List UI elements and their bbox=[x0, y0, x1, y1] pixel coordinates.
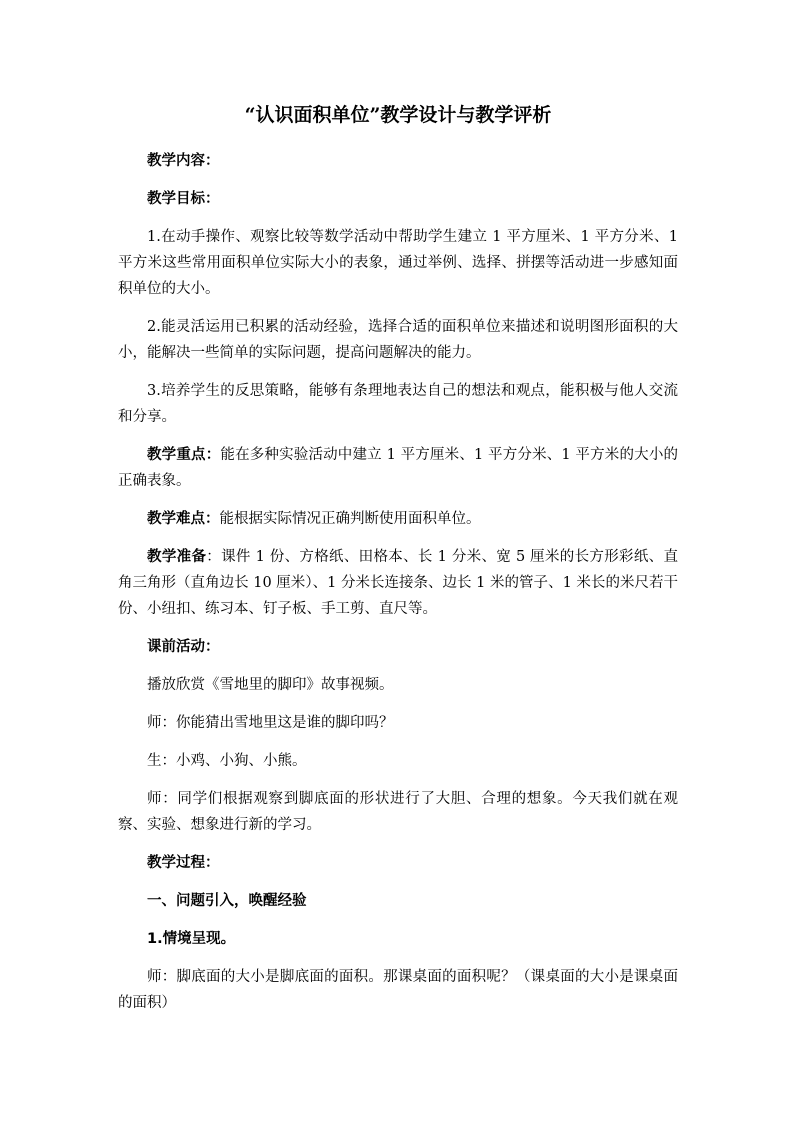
goal-item-3: 3.培养学生的反思策略，能够有条理地表达自己的想法和观点，能积极与他人交流和分享。 bbox=[118, 383, 678, 425]
preparation-label: 教学准备 bbox=[147, 549, 207, 565]
key-point-label: 教学重点： bbox=[147, 447, 221, 463]
difficulty-label: 教学难点： bbox=[147, 511, 220, 527]
difficulty-paragraph bbox=[118, 506, 678, 532]
section-1-heading: 一、问题引入，唤醒经验 bbox=[147, 893, 307, 909]
document-page bbox=[118, 100, 678, 1028]
preclass-line-1: 播放欣赏《雪地里的脚印》故事视频。 bbox=[147, 677, 394, 693]
preclass-heading: 课前活动： bbox=[147, 639, 220, 655]
preclass-line-3: 生：小鸡、小狗、小熊。 bbox=[147, 753, 307, 769]
difficulty-text: 能根据实际情况正确判断使用面积单位。 bbox=[219, 511, 481, 527]
key-point-text: 能在多种实验活动中建立 1 平方厘米、1 平方分米、1 平方米的大小的正确表象。 bbox=[118, 447, 678, 489]
preclass-line-4: 师：同学们根据观察到脚底面的形状进行了大胆、合理的想象。今天我们就在观察、实验、想象进行新的学习。 bbox=[118, 791, 678, 833]
preclass-line-2: 师：你能猜出雪地里这是谁的脚印吗？ bbox=[147, 715, 394, 731]
document-title: “认识面积单位”教学设计与教学评析 bbox=[244, 104, 552, 126]
goals-heading: 教学目标： bbox=[147, 191, 220, 207]
subsection-1-heading: 1.情境呈现。 bbox=[147, 931, 236, 947]
key-point-paragraph bbox=[118, 442, 678, 494]
preparation-text: ：课件 1 份、方格纸、田格本、长 1 分米、宽 5 厘米的长方形彩纸、直角三角形（直角边长 10 厘米）、1 分米长连接条、边长 1 米的管子、1 米长的米尺若干份、小纽扣、练习本、钉子板、手工剪、直尺等。 bbox=[118, 549, 678, 617]
content-heading: 教学内容： bbox=[147, 153, 220, 169]
final-paragraph: 师：脚底面的大小是脚底面的面积。那课桌面的面积呢？（课桌面的大小是课桌面的面积） bbox=[118, 969, 678, 1011]
goal-item-1: 1.在动手操作、观察比较等数学活动中帮助学生建立 1 平方厘米、1 平方分米、1 平方米这些常用面积单位实际大小的表象，通过举例、选择、拼摆等活动进一步感知面积单位的大小。 bbox=[118, 229, 678, 297]
process-heading: 教学过程： bbox=[147, 855, 220, 871]
goal-item-2: 2.能灵活运用已积累的活动经验，选择合适的面积单位来描述和说明图形面积的大小，能解决一些简单的实际问题，提高问题解决的能力。 bbox=[118, 319, 678, 361]
preparation-paragraph bbox=[118, 544, 678, 622]
